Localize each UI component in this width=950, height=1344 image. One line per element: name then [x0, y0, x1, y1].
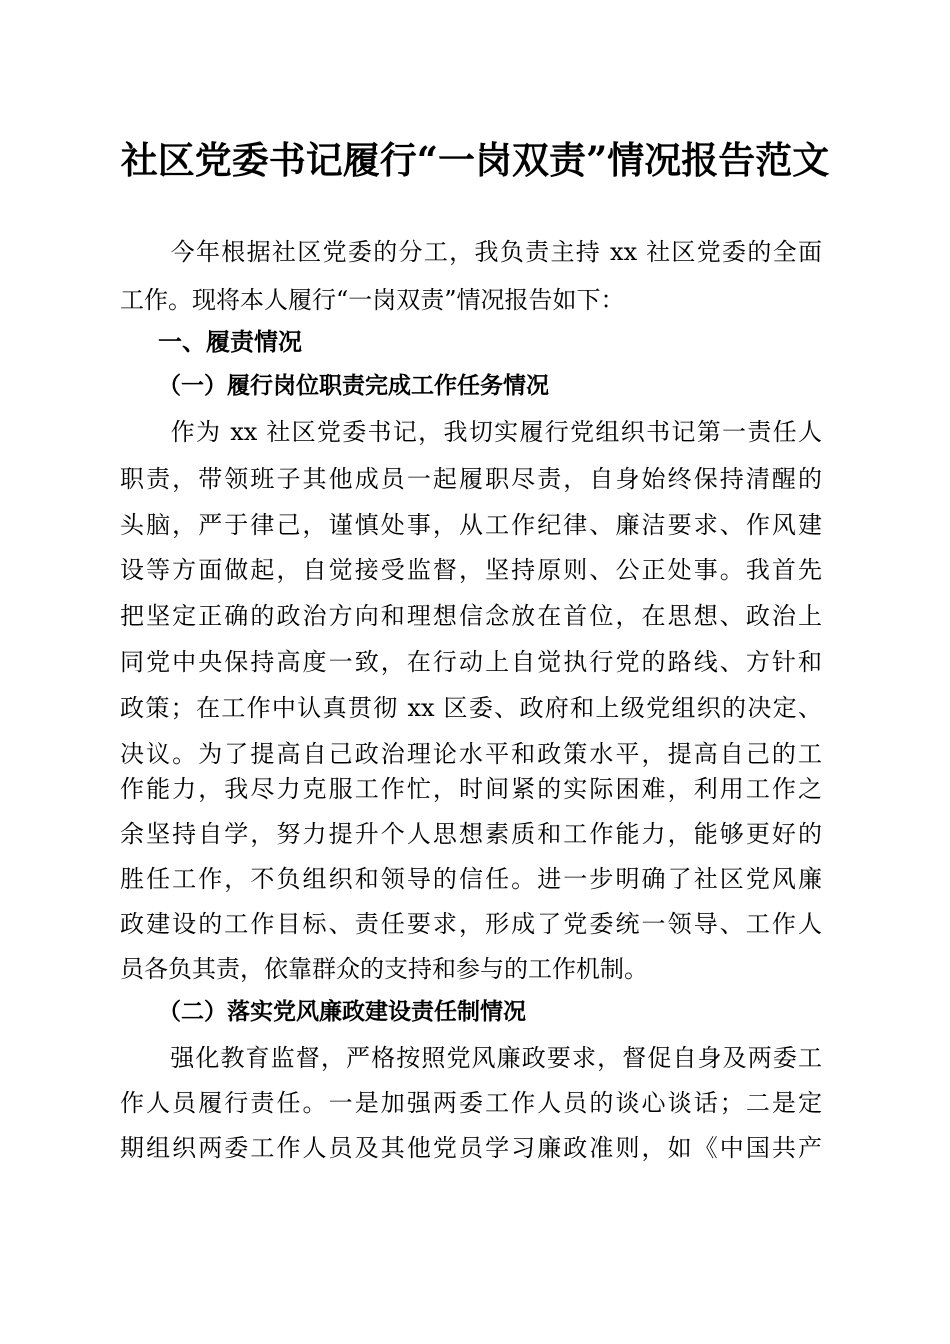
subsection-heading-1: （一）履行岗位职责完成工作任务情况: [158, 372, 549, 399]
intro-line-1: 今年根据社区党委的分工，我负责主持 xx 社区党委的全面: [120, 238, 822, 266]
paragraph-line: 胜任工作，不负组织和领导的信任。进一步明确了社区党风廉: [120, 865, 822, 893]
paragraph-line: 作为 xx 社区党委书记，我切实履行党组织书记第一责任人: [120, 418, 822, 446]
paragraph-line: 政建设的工作目标、责任要求，形成了党委统一领导、工作人: [120, 910, 822, 938]
paragraph-line: 余坚持自学，努力提升个人思想素质和工作能力，能够更好的: [120, 820, 822, 848]
paragraph-line: 作能力，我尽力克服工作忙，时间紧的实际困难，利用工作之: [120, 775, 822, 803]
paragraph-line: 政策；在工作中认真贯彻 xx 区委、政府和上级党组织的决定、: [120, 694, 822, 722]
paragraph-line: 员各负其责，依靠群众的支持和参与的工作机制。: [120, 955, 648, 983]
paragraph-line: 同党中央保持高度一致，在行动上自觉执行党的路线、方针和: [120, 648, 822, 676]
document-title: 社区党委书记履行“一岗双责”情况报告范文: [120, 138, 830, 182]
intro-line-2: 工作。现将本人履行“一岗双责”情况报告如下：: [120, 286, 625, 314]
paragraph-line: 职责，带领班子其他成员一起履职尽责，自身始终保持清醒的: [120, 465, 822, 493]
paragraph-line: 头脑，严于律己，谨慎处事，从工作纪律、廉洁要求、作风建: [120, 511, 822, 539]
section-heading-1: 一、履责情况: [158, 328, 302, 356]
paragraph-line: 强化教育监督，严格按照党风廉政要求，督促自身及两委工: [120, 1044, 822, 1072]
paragraph-line: 期组织两委工作人员及其他党员学习廉政准则，如《中国共产: [120, 1134, 822, 1162]
paragraph-line: 作人员履行责任。一是加强两委工作人员的谈心谈话；二是定: [120, 1089, 822, 1117]
subsection-heading-2: （二）落实党风廉政建设责任制情况: [158, 998, 526, 1025]
paragraph-line: 设等方面做起，自觉接受监督，坚持原则、公正处事。我首先: [120, 556, 822, 584]
paragraph-line: 把坚定正确的政治方向和理想信念放在首位，在思想、政治上: [120, 602, 822, 630]
paragraph-line: 决议。为了提高自己政治理论水平和政策水平，提高自己的工: [120, 740, 822, 768]
